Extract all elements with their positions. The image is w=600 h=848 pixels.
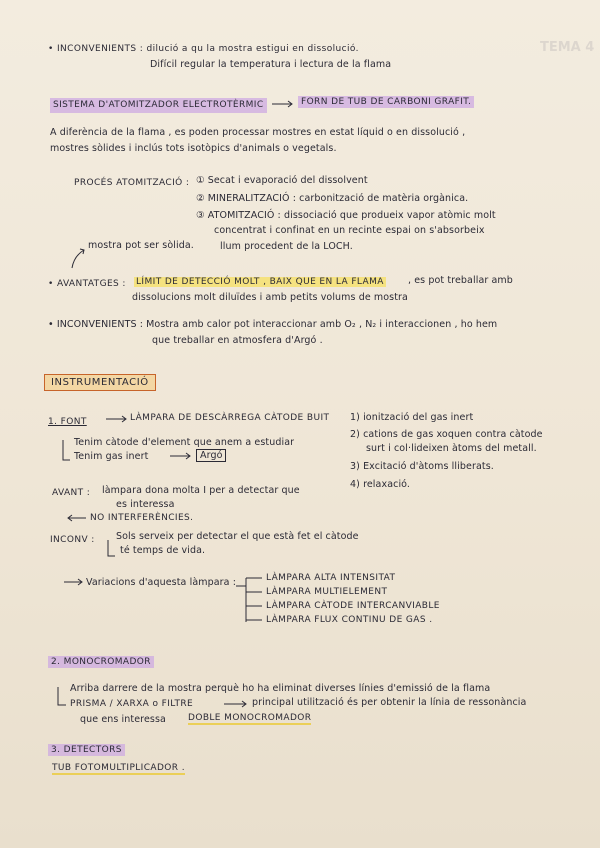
avant-line-1: làmpara dona molta I per a detectar que — [102, 485, 300, 496]
inconv-line-2: té temps de vida. — [120, 545, 206, 556]
avantatges-highlight-text: LÍMIT DE DETECCIÓ MOLT , BAIX QUE EN LA FLAMA — [136, 277, 384, 287]
step-1: ① Secat i evaporació del dissolvent — [196, 175, 368, 186]
monocromador-line-1: Arriba darrere de la mostra perquè ho ha eliminat diverses línies d'emissió de la flama — [70, 683, 491, 694]
inconvenients2-line-2: que treballar en atmosfera d'Argó . — [152, 335, 323, 346]
variacions-label: Variacions d'aquesta làmpara : — [86, 577, 237, 588]
doble-monocromador — [188, 712, 311, 725]
inconvenients-line-2: Difícil regular la temperatura i lectura de la flama — [150, 59, 392, 70]
argo-box-text: Argó — [196, 449, 226, 462]
process-step-4: 4) relaxació. — [350, 479, 411, 490]
avantatges-highlight — [134, 276, 386, 289]
instrumentacio-heading: INSTRUMENTACIÓ — [44, 374, 156, 391]
doble-monocromador-text: DOBLE MONOCROMADOR — [188, 713, 312, 723]
process-step-1: 1) ionització del gas inert — [350, 412, 474, 423]
process-step-2a: 2) cations de gas xoquen contra càtode — [350, 429, 543, 440]
avant-label: AVANT : — [52, 488, 91, 498]
monocromador-prisma: PRISMA / XARXA o FILTRE — [70, 699, 194, 709]
bleed-through-text: TEMA 4 — [540, 40, 595, 55]
font-heading: 1. FONT — [48, 417, 87, 427]
detectors-heading — [48, 744, 125, 757]
monocromador-heading — [48, 656, 154, 669]
lamp-alta-intensitat: LÀMPARA ALTA INTENSITAT — [266, 573, 396, 583]
step-2: ② MINERALITZACIÓ : carbonització de matèria orgànica. — [196, 193, 469, 204]
monocromador-line-2: principal utilització és per obtenir la línia de ressonància — [252, 697, 527, 708]
lamp-flux-continu: LÀMPARA FLUX CONTINU DE GAS . — [266, 615, 433, 625]
step-3a: ③ ATOMITZACIÓ : dissociació que produeix vapor atòmic molt — [196, 210, 496, 221]
proces-label: PROCÉS ATOMITZACIÓ : — [74, 178, 190, 188]
process-step-3: 3) Excitació d'àtoms lliberats. — [350, 461, 494, 472]
inconvenients-line-1: • INCONVENIENTS : dilució a qu la mostra estigui en dissolució. — [48, 44, 359, 54]
avantatges-line-2: dissolucions molt diluïdes i amb petits volums de mostra — [132, 292, 408, 303]
lamp-catode-intercanviable: LÀMPARA CÀTODE INTERCANVIABLE — [266, 601, 440, 611]
step-3b: concentrat i confinat en un recinte espai on s'absorbeix — [214, 225, 485, 236]
avantatges-label: • AVANTATGES : — [48, 279, 126, 289]
section-title-atomitzador: SISTEMA D'ATOMITZADOR ELECTROTÈRMIC — [50, 98, 267, 113]
step-3c: llum procedent de la LOCH. — [220, 241, 353, 252]
paragraph-line-2: mostres sòlides i inclús tots isotòpics d'animals o vegetals. — [50, 143, 337, 154]
inconv-line-1: Sols serveix per detectar el que està fet el càtode — [116, 531, 359, 542]
no-interferencies: NO INTERFERÈNCIES. — [90, 513, 194, 523]
avantatges-rest: , es pot treballar amb — [408, 275, 513, 286]
font-lampara: LÀMPARA DE DESCÀRREGA CÀTODE BUIT — [130, 413, 330, 423]
forn-tub-grafit-text: FORN DE TUB DE CARBONI GRAFIT. — [298, 96, 474, 108]
inconvenients2-line-1: • INCONVENIENTS : Mostra amb calor pot interaccionar amb O₂ , N₂ i interaccionen , ho hem — [48, 319, 498, 330]
process-step-2b: surt i col·lideixen àtoms del metall. — [366, 443, 537, 454]
monocromador-line-3: que ens interessa — [80, 714, 166, 725]
tub-fotomultiplicador — [52, 762, 185, 775]
paragraph-line-1: A diferència de la flama , es poden processar mostres en estat líquid o en dissolució , — [50, 127, 466, 138]
argo-box — [196, 449, 226, 462]
inconv-label: INCONV : — [50, 535, 95, 545]
tenim-gas: Tenim gas inert — [74, 451, 149, 462]
monocromador-heading-text: 2. MONOCROMADOR — [48, 656, 154, 668]
tenim-catode: Tenim càtode d'element que anem a estudiar — [74, 437, 295, 448]
detectors-heading-text: 3. DETECTORS — [48, 744, 125, 756]
mostra-solida-note: mostra pot ser sòlida. — [88, 240, 194, 251]
avant-line-2: es interessa — [116, 499, 175, 510]
forn-tub-grafit — [298, 96, 474, 109]
tub-fotomultiplicador-text: TUB FOTOMULTIPLICADOR . — [52, 763, 185, 773]
lamp-multielement: LÀMPARA MULTIELEMENT — [266, 587, 388, 597]
